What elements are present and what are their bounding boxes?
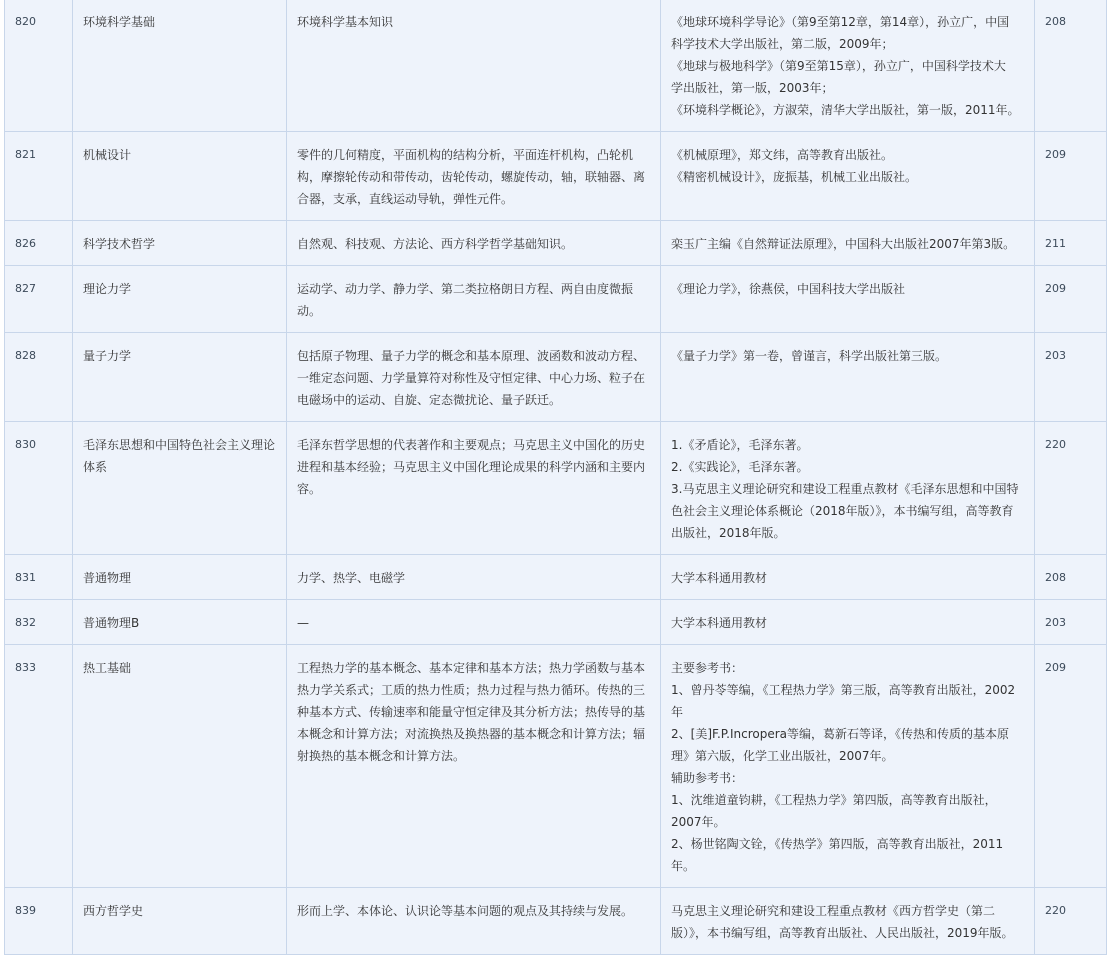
subject-name-cell (73, 645, 287, 888)
exam-scope-cell (287, 0, 661, 132)
subject-name-cell (73, 422, 287, 555)
cell-text-line: 《地球与极地科学》（第9至第15章），孙立广，中国科学技术大 (671, 59, 1006, 73)
cell-text-line: 自然观、科技观、方法论、西方科学哲学基础知识。 (297, 237, 574, 251)
cell-text-line: 环境科学基本知识 (297, 15, 394, 29)
cell-text: 208 (1045, 15, 1066, 28)
reference-books-cell (661, 422, 1035, 555)
subject-code-cell (5, 422, 73, 555)
cell-text-line: 电磁场中的运动、自旋、定态微扰论、量子跃迁。 (297, 393, 562, 407)
cell-text-line: 量子力学 (83, 349, 132, 363)
exam-subjects-table (4, 0, 1107, 955)
subject-name-cell (73, 0, 287, 132)
subject-name-cell (73, 266, 287, 333)
cell-text-line: 射换热的基本概念和计算方法。 (297, 749, 466, 763)
cell-text-line: 体系 (83, 460, 108, 474)
cell-text-line: 科学技术哲学 (83, 237, 156, 251)
cell-text: 209 (1045, 148, 1066, 161)
exam-scope-cell (287, 266, 661, 333)
cell-text: 203 (1045, 349, 1066, 362)
subject-code-cell (5, 555, 73, 600)
reference-books-cell (661, 888, 1035, 955)
table-row (5, 333, 1107, 422)
department-code-cell (1035, 221, 1107, 266)
cell-text-line: 动。 (297, 304, 322, 318)
cell-text-line: 普通物理B (83, 616, 140, 630)
exam-scope-cell (287, 645, 661, 888)
cell-text-line: 辅助参考书： (671, 771, 744, 785)
cell-text-line: 年。 (671, 859, 696, 873)
cell-text-line: 种基本方式、传输速率和能量守恒定律及其分析方法；热传导的基 (297, 705, 646, 719)
cell-text-line: 热力学关系式；工质的热力性质；热力过程与热力循环。传热的三 (297, 683, 646, 697)
department-code-cell (1035, 132, 1107, 221)
table-row (5, 266, 1107, 333)
cell-text-line: 版）》，本书编写组，高等教育出版社、人民出版社，2019年版。 (671, 926, 1014, 940)
cell-text-line: 构，摩擦轮传动和带传动，齿轮传动，螺旋传动，轴，联轴器、离 (297, 170, 646, 184)
cell-text-line: 科学技术大学出版社，第二版，2009年； (671, 37, 894, 51)
cell-text-line: 热工基础 (83, 661, 132, 675)
cell-text-line: 机械设计 (83, 148, 132, 162)
cell-text-line: 年 (671, 705, 684, 719)
reference-books-cell (661, 0, 1035, 132)
cell-text: 208 (1045, 571, 1066, 584)
cell-text-line: 2、[美]F.P.Incropera等编，葛新石等译，《传热和传质的基本原 (671, 727, 1010, 741)
reference-books-cell (661, 132, 1035, 221)
cell-text-line: 大学本科通用教材 (671, 616, 768, 630)
cell-text-line: 1、曾丹苓等编，《工程热力学》第三版，高等教育出版社，2002 (671, 683, 1016, 697)
cell-text-line: 零件的几何精度，平面机构的结构分析，平面连杆机构，凸轮机 (297, 148, 634, 162)
cell-text: 832 (15, 616, 36, 629)
subject-name-cell (73, 600, 287, 645)
cell-text-line: 《量子力学》第一卷，曾谨言，科学出版社第三版。 (671, 349, 948, 363)
subject-code-cell (5, 888, 73, 955)
subject-code-cell (5, 132, 73, 221)
exam-scope-cell (287, 422, 661, 555)
table-row (5, 0, 1107, 132)
department-code-cell (1035, 888, 1107, 955)
exam-scope-cell (287, 333, 661, 422)
reference-books-cell (661, 221, 1035, 266)
cell-text: 833 (15, 661, 36, 674)
cell-text: 828 (15, 349, 36, 362)
subject-code-cell (5, 600, 73, 645)
cell-text-line: 色社会主义理论体系概论（2018年版）》，本书编写组，高等教育 (671, 504, 1014, 518)
cell-text-line: 《机械原理》，郑文纬，高等教育出版社。 (671, 148, 894, 162)
exam-scope-cell (287, 888, 661, 955)
cell-text-line: 学出版社，第一版，2003年； (671, 81, 834, 95)
department-code-cell (1035, 645, 1107, 888)
subject-name-cell (73, 888, 287, 955)
cell-text-line: 栾玉广主编《自然辩证法原理》，中国科大出版社2007年第3版。 (671, 237, 1016, 251)
cell-text: 826 (15, 237, 36, 250)
cell-text-line: 《地球环境科学导论》（第9至第12章，第14章），孙立广，中国 (671, 15, 1010, 29)
cell-text-line: 包括原子物理、量子力学的概念和基本原理、波函数和波动方程、 (297, 349, 646, 363)
cell-text-line: 理论力学 (83, 282, 132, 296)
cell-text-line: 理》第六版，化学工业出版社，2007年。 (671, 749, 894, 763)
subject-code-cell (5, 221, 73, 266)
cell-text: 821 (15, 148, 36, 161)
cell-text-line: — (297, 616, 309, 630)
cell-text-line: 毛泽东思想和中国特色社会主义理论 (83, 438, 276, 452)
department-code-cell (1035, 266, 1107, 333)
cell-text: 209 (1045, 661, 1066, 674)
cell-text-line: 2.《实践论》，毛泽东著。 (671, 460, 809, 474)
table-body (5, 0, 1107, 955)
cell-text-line: 1、沈维道童钧耕，《工程热力学》第四版，高等教育出版社， (671, 793, 997, 807)
cell-text: 839 (15, 904, 36, 917)
subject-code-cell (5, 333, 73, 422)
cell-text-line: 环境科学基础 (83, 15, 156, 29)
exam-scope-cell (287, 600, 661, 645)
cell-text-line: 《环境科学概论》，方淑荣，清华大学出版社，第一版，2011年。 (671, 103, 1020, 117)
cell-text-line: 进程和基本经验；马克思主义中国化理论成果的科学内涵和主要内 (297, 460, 646, 474)
cell-text-line: 主要参考书： (671, 661, 744, 675)
cell-text: 203 (1045, 616, 1066, 629)
table-row (5, 600, 1107, 645)
cell-text-line: 《理论力学》，徐燕侯，中国科技大学出版社 (671, 282, 906, 296)
reference-books-cell (661, 600, 1035, 645)
exam-scope-cell (287, 132, 661, 221)
table-row (5, 888, 1107, 955)
reference-books-cell (661, 645, 1035, 888)
table-row (5, 422, 1107, 555)
department-code-cell (1035, 422, 1107, 555)
subject-code-cell (5, 266, 73, 333)
cell-text-line: 容。 (297, 482, 322, 496)
cell-text: 211 (1045, 237, 1066, 250)
cell-text-line: 工程热力学的基本概念、基本定律和基本方法；热力学函数与基本 (297, 661, 646, 675)
subject-name-cell (73, 555, 287, 600)
cell-text-line: 本概念和计算方法；对流换热及换热器的基本概念和计算方法；辐 (297, 727, 646, 741)
cell-text-line: 3.马克思主义理论研究和建设工程重点教材《毛泽东思想和中国特 (671, 482, 1019, 496)
cell-text-line: 力学、热学、电磁学 (297, 571, 406, 585)
reference-books-cell (661, 333, 1035, 422)
subject-code-cell (5, 645, 73, 888)
cell-text-line: 1.《矛盾论》，毛泽东著。 (671, 438, 809, 452)
cell-text-line: 西方哲学史 (83, 904, 144, 918)
cell-text-line: 形而上学、本体论、认识论等基本问题的观点及其持续与发展。 (297, 904, 634, 918)
cell-text-line: 大学本科通用教材 (671, 571, 768, 585)
reference-books-cell (661, 266, 1035, 333)
department-code-cell (1035, 333, 1107, 422)
cell-text-line: 一维定态问题、力学量算符对称性及守恒定律、中心力场、粒子在 (297, 371, 646, 385)
cell-text-line: 毛泽东哲学思想的代表著作和主要观点；马克思主义中国化的历史 (297, 438, 646, 452)
subject-name-cell (73, 132, 287, 221)
cell-text: 831 (15, 571, 36, 584)
cell-text-line: 运动学、动力学、静力学、第二类拉格朗日方程、两自由度微振 (297, 282, 634, 296)
cell-text-line: 马克思主义理论研究和建设工程重点教材《西方哲学史（第二 (671, 904, 996, 918)
subject-name-cell (73, 333, 287, 422)
table-row (5, 555, 1107, 600)
table-row (5, 132, 1107, 221)
cell-text-line: 2、杨世铭陶文铨，《传热学》第四版，高等教育出版社，2011 (671, 837, 1004, 851)
cell-text-line: 2007年。 (671, 815, 726, 829)
cell-text: 820 (15, 15, 36, 28)
cell-text: 220 (1045, 904, 1066, 917)
subject-name-cell (73, 221, 287, 266)
cell-text: 209 (1045, 282, 1066, 295)
reference-books-cell (661, 555, 1035, 600)
exam-scope-cell (287, 221, 661, 266)
exam-scope-cell (287, 555, 661, 600)
cell-text: 220 (1045, 438, 1066, 451)
table-row (5, 221, 1107, 266)
table-row (5, 645, 1107, 888)
department-code-cell (1035, 600, 1107, 645)
cell-text: 830 (15, 438, 36, 451)
department-code-cell (1035, 555, 1107, 600)
department-code-cell (1035, 0, 1107, 132)
subject-code-cell (5, 0, 73, 132)
cell-text-line: 合器，支承，直线运动导轨，弹性元件。 (297, 192, 514, 206)
cell-text-line: 普通物理 (83, 571, 132, 585)
cell-text-line: 《精密机械设计》，庞振基，机械工业出版社。 (671, 170, 918, 184)
cell-text: 827 (15, 282, 36, 295)
cell-text-line: 出版社，2018年版。 (671, 526, 786, 540)
